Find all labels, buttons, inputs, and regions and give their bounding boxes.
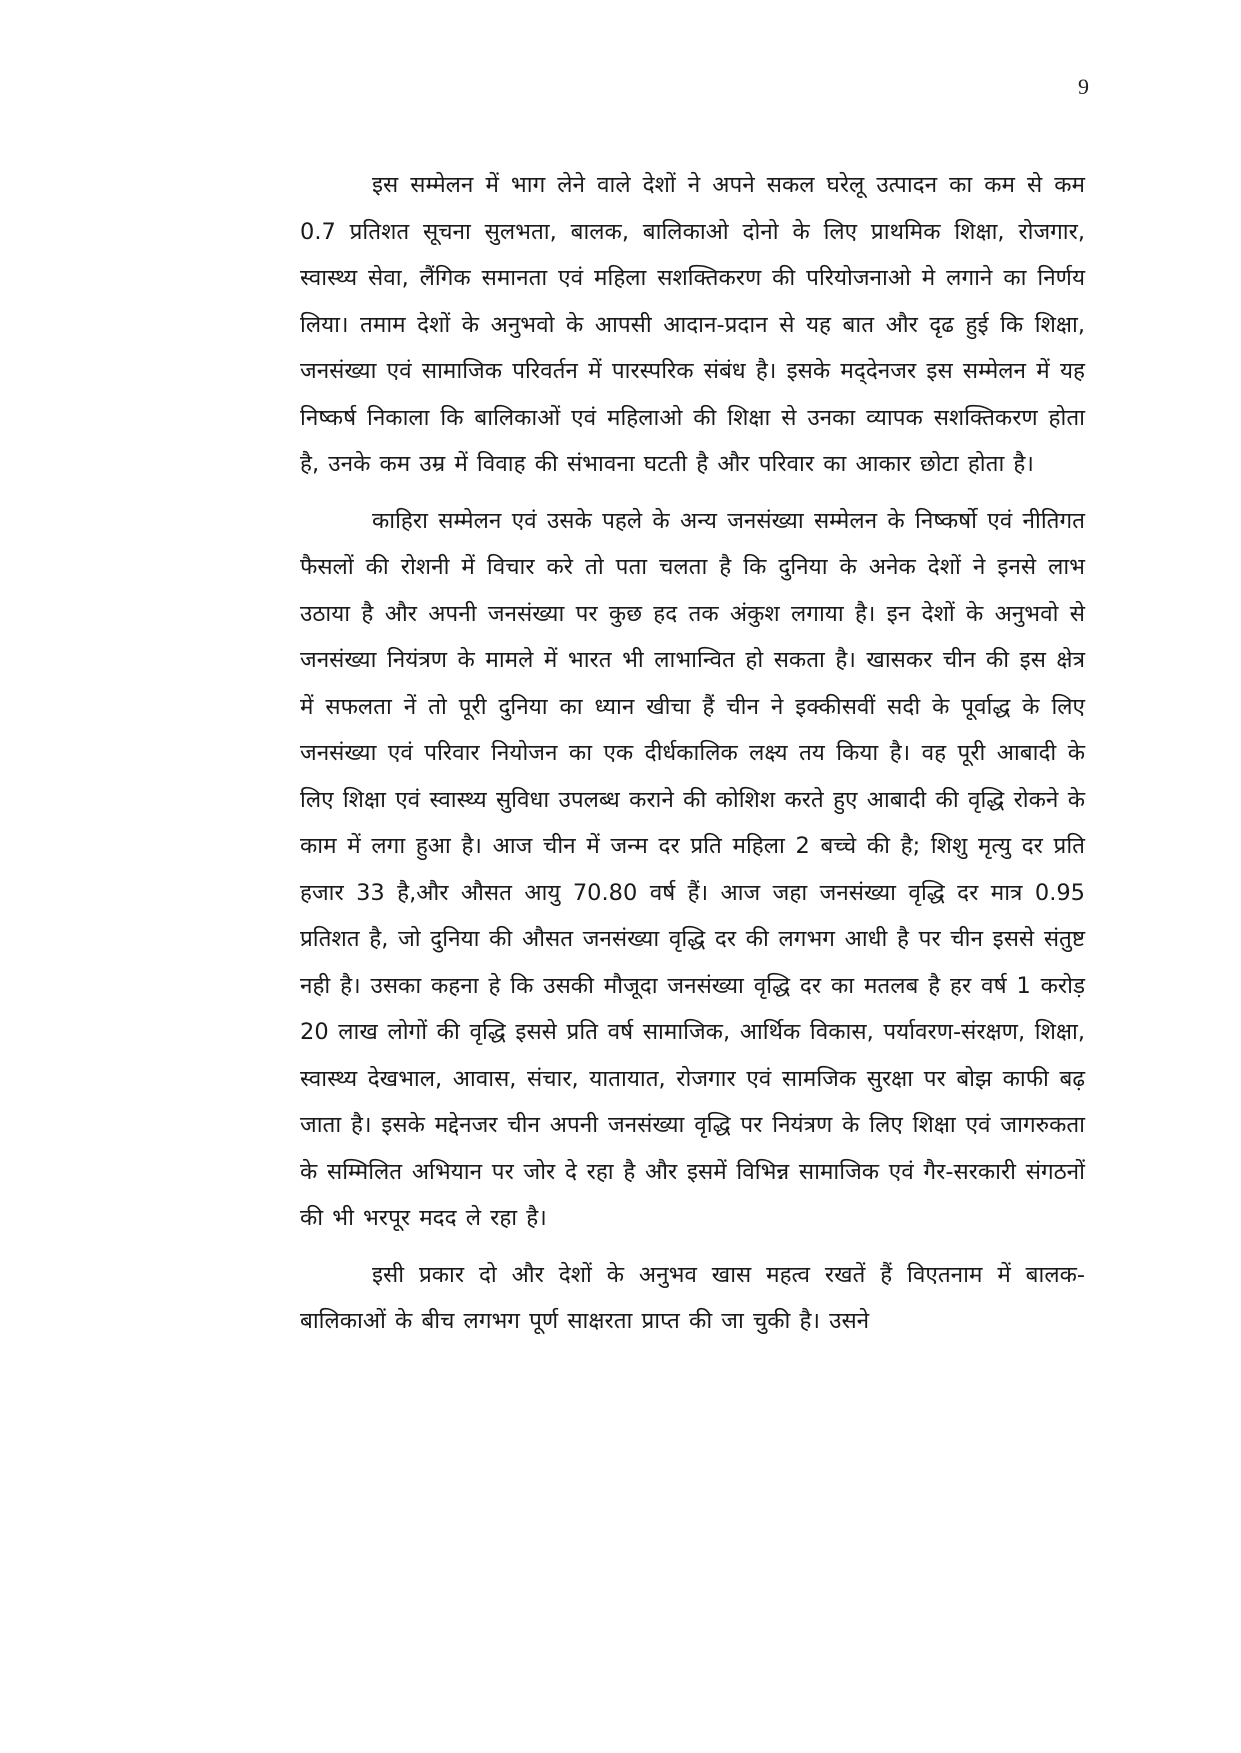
paragraph-3: इसी प्रकार दो और देशों के अनुभव खास महत्व रखतें हैं विएतनाम में बालक-बालिकाओं के बीच लगभग पूर्ण साक्षरता प्राप्त की जा चुकी है। उसने: [300, 1261, 1085, 1334]
paragraph-1: इस सम्मेलन में भाग लेने वाले देशों ने अपने सकल घरेलू उत्पादन का कम से कम 0.7 प्रतिशत सूचना सुलभता, बालक, बालिकाओ दोनो के लिए प्राथमिक शिक्षा, रोजगार, स्वास्थ्य सेवा, लैंगिक समानता एवं महिला सशक्तिकरण की परियोजनाओ मे लगाने का निर्णय लिया। तमाम देशों के अनुभवो के आपसी आदान-प्रदान से यह बात और दृढ हुई कि शिक्षा, जनसंख्या एवं सामाजिक परिवर्तन में पारस्परिक संबंध है। इसके मद्‌देनजर इस सम्मेलन में यह निष्कर्ष निकाला कि बालिकाओं एवं महिलाओ की शिक्षा से उनका व्यापक सशक्तिकरण होता है, उनके कम उम्र में विवाह की संभावना घटती है और परिवार का आकार छोटा होता है।: [300, 172, 1085, 477]
body-text: [300, 162, 1085, 1355]
page-number: 9: [1078, 74, 1089, 99]
paragraph-2: काहिरा सम्मेलन एवं उसके पहले के अन्य जनसंख्या सम्मेलन के निष्कर्षो एवं नीतिगत फैसलों की रोशनी में विचार करे तो पता चलता है कि दुनिया के अनेक देशों ने इनसे लाभ उठाया है और अपनी जनसंख्या पर कुछ हद तक अंकुश लगाया है। इन देशों के अनुभवो से जनसंख्या नियंत्रण के मामले में भारत भी लाभान्वित हो सकता है। खासकर चीन की इस क्षेत्र में सफलता नें तो पूरी दुनिया का ध्यान खीचा हैं चीन ने इक्कीसवीं सदी के पूर्वाद्ध के लिए जनसंख्या एवं परिवार नियोजन का एक दीर्धकालिक लक्ष्य तय किया है। वह पूरी आबादी के लिए शिक्षा एवं स्वास्थ्य सुविधा उपलब्ध कराने की कोशिश करते हुए आबादी की वृद्धि रोकने के काम में लगा हुआ है। आज चीन में जन्म दर प्रति महिला 2 बच्चे की है; शिशु मृत्यु दर प्रति हजार 33 है,और औसत आयु 70.80 वर्ष हैं। आज जहा जनसंख्या वृद्धि दर मात्र 0.95 प्रतिशत है, जो दुनिया की औसत जनसंख्या वृद्धि दर की लगभग आधी है पर चीन इससे संतुष्ट नही है। उसका कहना हे कि उसकी मौजूदा जनसंख्या वृद्धि दर का मतलब है हर वर्ष 1 करोड़ 20 लाख लोगों की वृद्धि इससे प्रति वर्ष सामाजिक, आर्थिक विकास, पर्यावरण-संरक्षण, शिक्षा, स्वास्थ्य देखभाल, आवास, संचार, यातायात, रोजगार एवं सामजिक सुरक्षा पर बोझ काफी बढ़ जाता है। इसके मद्देनजर चीन अपनी जनसंख्या वृद्धि पर नियंत्रण के लिए शिक्षा एवं जागरुकता के सम्मिलित अभियान पर जोर दे रहा है और इसमें विभिन्न सामाजिक एवं गैर-सरकारी संगठनों की भी भरपूर मदद ले रहा है।: [300, 507, 1085, 1231]
